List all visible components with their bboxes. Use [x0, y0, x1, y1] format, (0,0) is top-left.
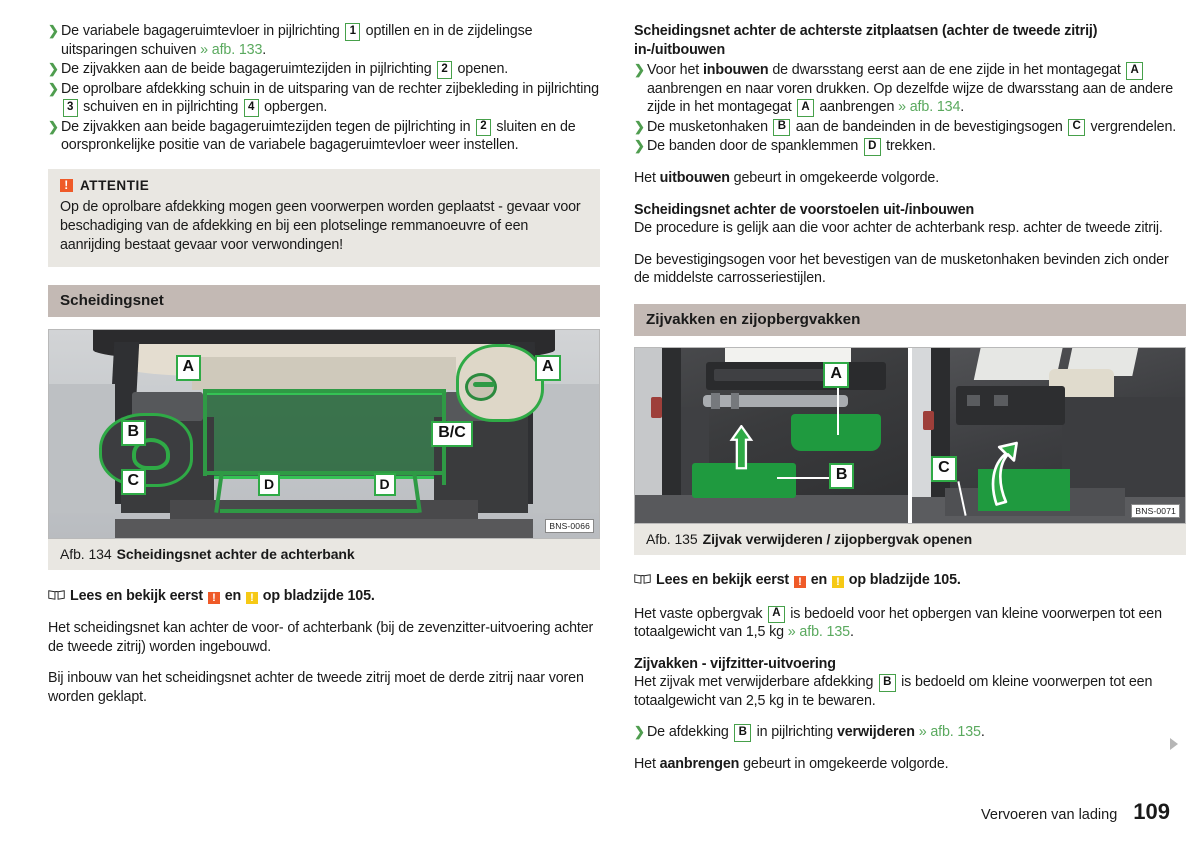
figure-label-d-right: D [374, 473, 396, 496]
list-item [634, 118, 1186, 137]
cross-reference-link[interactable]: » afb. 133 [200, 41, 263, 58]
read-first-pre: Lees en bekijk eerst [656, 571, 793, 588]
read-first-post: op bladzijde 105. [258, 587, 375, 604]
read-first-mid: en [220, 587, 245, 604]
two-column-layout [48, 22, 1177, 787]
right-paragraph-3: De bevestigingsogen voor het bevestigen van de musketonhaken bevinden zich onder de middelste carrosseriestijlen. [634, 251, 1169, 287]
warning-yellow-icon: ! [246, 592, 258, 604]
right-paragraph-5: Het zijvak met verwijderbare afdekking B is bedoeld om kleine voorwerpen tot een totaalgewicht van 2,5 kg in te bewaren. [634, 674, 1153, 709]
emphasis-text: verwijderen [836, 724, 915, 741]
compartment-a-green [791, 414, 881, 451]
right-after-steps: Het uitbouwen gebeurt in omgekeerde volgorde. [634, 170, 940, 187]
step-text: De musketonhaken B aan de bandeinden in de bevestigingsogen C vergrendelen. [647, 118, 1177, 135]
figure-135-panel-left [635, 348, 908, 523]
right-heading-1-line2: in-/uitbouwen [634, 41, 726, 58]
right-paragraph-6: Het aanbrengen gebeurt in omgekeerde volgorde. [634, 755, 949, 772]
figure-135-image [634, 347, 1186, 524]
figure-135-caption [634, 524, 1186, 555]
right-paragraph-4: Het vaste opbergvak A is bedoeld voor het opbergen van kleine voorwerpen tot een totaalgewicht van 1,5 kg » afb. 135. [634, 605, 1162, 641]
step-text: De oprolbare afdekking schuin in de uitsparing van de rechter zijbekleding in pijlrichting 3 schuiven en in pijlrichting 4 opbergen. [61, 80, 599, 116]
chevron-right-icon: ❯ [634, 62, 645, 78]
arrow-curved-icon [978, 435, 1027, 509]
figure-134-image [48, 329, 600, 539]
crossbar-detail [473, 382, 495, 387]
read-first-left [48, 587, 600, 606]
figure-label-c: C [121, 469, 147, 495]
inline-ref-box: A [768, 606, 785, 624]
list-item [48, 22, 600, 59]
figure-135-panel-right [912, 348, 1185, 523]
right-last-step-list [634, 723, 1186, 742]
step-text: De banden door de spanklemmen D trekken. [647, 138, 936, 155]
inline-ref-box: A [797, 99, 814, 117]
step-text: De variabele bagageruimtevloer in pijlrichting 1 optillen en in de zijdelingse uitsparingen schuiven » afb. 133. [61, 23, 533, 58]
list-item [48, 80, 600, 117]
figure-135-label-c: C [931, 456, 957, 482]
chevron-right-icon: ❯ [48, 23, 59, 38]
right-column [634, 22, 1186, 787]
section-header-zijvakken: Zijvakken en zijopbergvakken [634, 304, 1186, 336]
right-heading-3: Zijvakken - vijfzitter-uitvoering [634, 655, 836, 672]
net-edge-bottom [203, 471, 445, 475]
chevron-right-icon: ❯ [48, 61, 59, 77]
warning-red-icon: ! [60, 179, 73, 192]
seat-back-green [203, 392, 451, 479]
figure-134-number: Afb. 134 [60, 545, 112, 562]
inline-ref-box: 2 [476, 119, 491, 137]
emphasis-text: aanbrengen [659, 755, 740, 772]
inline-ref-box: 3 [63, 99, 78, 117]
left-steps-list [48, 22, 600, 155]
left-paragraph-1: Het scheidingsnet kan achter de voor- of achterbank (bij de zevenzitter-uitvoering achter de tweede zitrij) worden ingebouwd. [48, 620, 594, 655]
inline-ref-box: 1 [345, 23, 360, 41]
book-icon [634, 573, 651, 585]
cross-reference-link[interactable]: » afb. 135 [787, 624, 850, 641]
arrow-up-icon [725, 425, 758, 471]
page-footer [981, 799, 1170, 825]
list-item [48, 60, 600, 79]
figure-134-code: BNS-0066 [545, 519, 594, 533]
inline-ref-box: B [773, 119, 790, 137]
figure-134-caption [48, 539, 600, 570]
footer-page-number: 109 [1133, 799, 1170, 824]
step-text: Voor het inbouwen de dwarsstang eerst aan de ene zijde in het montagegat A aanbrengen en naar voren drukken. Op dezelfde wijze de dwarsstang aan de andere zijde in het montagegat A aanbrengen » afb. 134. [647, 62, 1173, 116]
read-first-right [634, 571, 1186, 590]
figure-135-caption-text: Zijvak verwijderen / zijopbergvak openen [702, 530, 973, 547]
figure-label-d-left: D [258, 473, 280, 496]
figure-label-b: B [121, 420, 147, 446]
warning-yellow-icon: ! [832, 576, 844, 588]
attention-box [48, 169, 600, 267]
figure-135-label-a: A [823, 362, 849, 388]
emphasis-text: uitbouwen [659, 170, 730, 187]
figure-135-number: Afb. 135 [646, 530, 698, 547]
figure-135 [634, 347, 1186, 555]
chevron-right-icon: ❯ [48, 80, 59, 96]
step-text: De zijvakken aan beide bagageruimtezijden tegen de pijlrichting in 2 sluiten en de oorspronkelijke positie van de variabele bagageruimtevloer weer instellen. [61, 118, 576, 154]
step-text: De zijvakken aan de beide bagageruimtezijden in pijlrichting 2 openen. [61, 61, 509, 78]
cross-reference-link[interactable]: » afb. 135 [918, 724, 981, 741]
figure-label-bc: B/C [431, 421, 473, 447]
net-edge-left [203, 389, 207, 476]
list-item [634, 723, 1186, 742]
figure-134-caption-text: Scheidingsnet achter de achterbank [116, 545, 355, 562]
figure-label-a-left: A [176, 355, 202, 381]
list-item [634, 137, 1186, 156]
left-paragraph-2: Bij inbouw van het scheidingsnet achter de tweede zitrij moet de derde zitrij naar voren worden geklapt. [48, 670, 584, 705]
read-first-post: op bladzijde 105. [844, 571, 961, 588]
figure-label-a-right: A [535, 355, 561, 381]
warning-red-icon: ! [208, 592, 220, 604]
right-steps-list [634, 61, 1186, 156]
inline-ref-box: A [1126, 62, 1143, 80]
chevron-right-icon: ❯ [634, 138, 645, 154]
read-first-pre: Lees en bekijk eerst [70, 587, 207, 604]
figure-134 [48, 329, 600, 570]
inline-ref-box: 4 [244, 99, 259, 117]
inline-ref-box: C [1068, 119, 1085, 137]
figure-135-code: BNS-0071 [1131, 504, 1180, 518]
warning-red-icon: ! [794, 576, 806, 588]
inline-ref-box: 2 [437, 61, 452, 79]
attention-body: Op de oprolbare afdekking mogen geen voorwerpen worden geplaatst - gevaar voor beschadiging van de afdekking en bij een plotselinge remmanoeuvre of een aanrijding bestaat gevaar voor verwondingen! [60, 199, 581, 253]
right-heading-1 [634, 22, 1186, 59]
inline-ref-box: D [864, 138, 881, 156]
crossbar-top [203, 389, 445, 393]
list-item [48, 118, 600, 155]
continuation-triangle-icon [1170, 738, 1178, 750]
right-paragraph-2: De procedure is gelijk aan die voor achter de achterbank resp. achter de tweede zitrij. [634, 220, 1163, 237]
strap-d-bottom [220, 509, 418, 513]
chevron-right-icon: ❯ [634, 724, 645, 740]
cross-reference-link[interactable]: » afb. 134 [898, 99, 961, 116]
list-item [634, 61, 1186, 117]
right-heading-1-line1: Scheidingsnet achter de achterste zitplaatsen (achter de tweede zitrij) [634, 23, 1098, 39]
inline-ref-box: B [734, 724, 751, 742]
attention-title: ATTENTIE [80, 178, 150, 194]
read-first-mid: en [806, 571, 831, 588]
section-header-scheidingsnet: Scheidingsnet [48, 285, 600, 317]
emphasis-text: inbouwen [702, 62, 769, 79]
right-heading-2: Scheidingsnet achter de voorstoelen uit-/inbouwen [634, 201, 975, 218]
attention-header [60, 178, 588, 193]
chevron-right-icon: ❯ [48, 118, 59, 134]
footer-chapter-title: Vervoeren van lading [981, 807, 1118, 823]
book-icon [48, 589, 65, 601]
figure-134-scene [49, 330, 599, 538]
inline-ref-box: B [879, 674, 896, 692]
left-column [48, 22, 600, 720]
chevron-right-icon: ❯ [634, 118, 645, 134]
step-text: De afdekking B in pijlrichting verwijderen » afb. 135. [647, 724, 985, 741]
figure-135-label-b: B [829, 463, 855, 489]
